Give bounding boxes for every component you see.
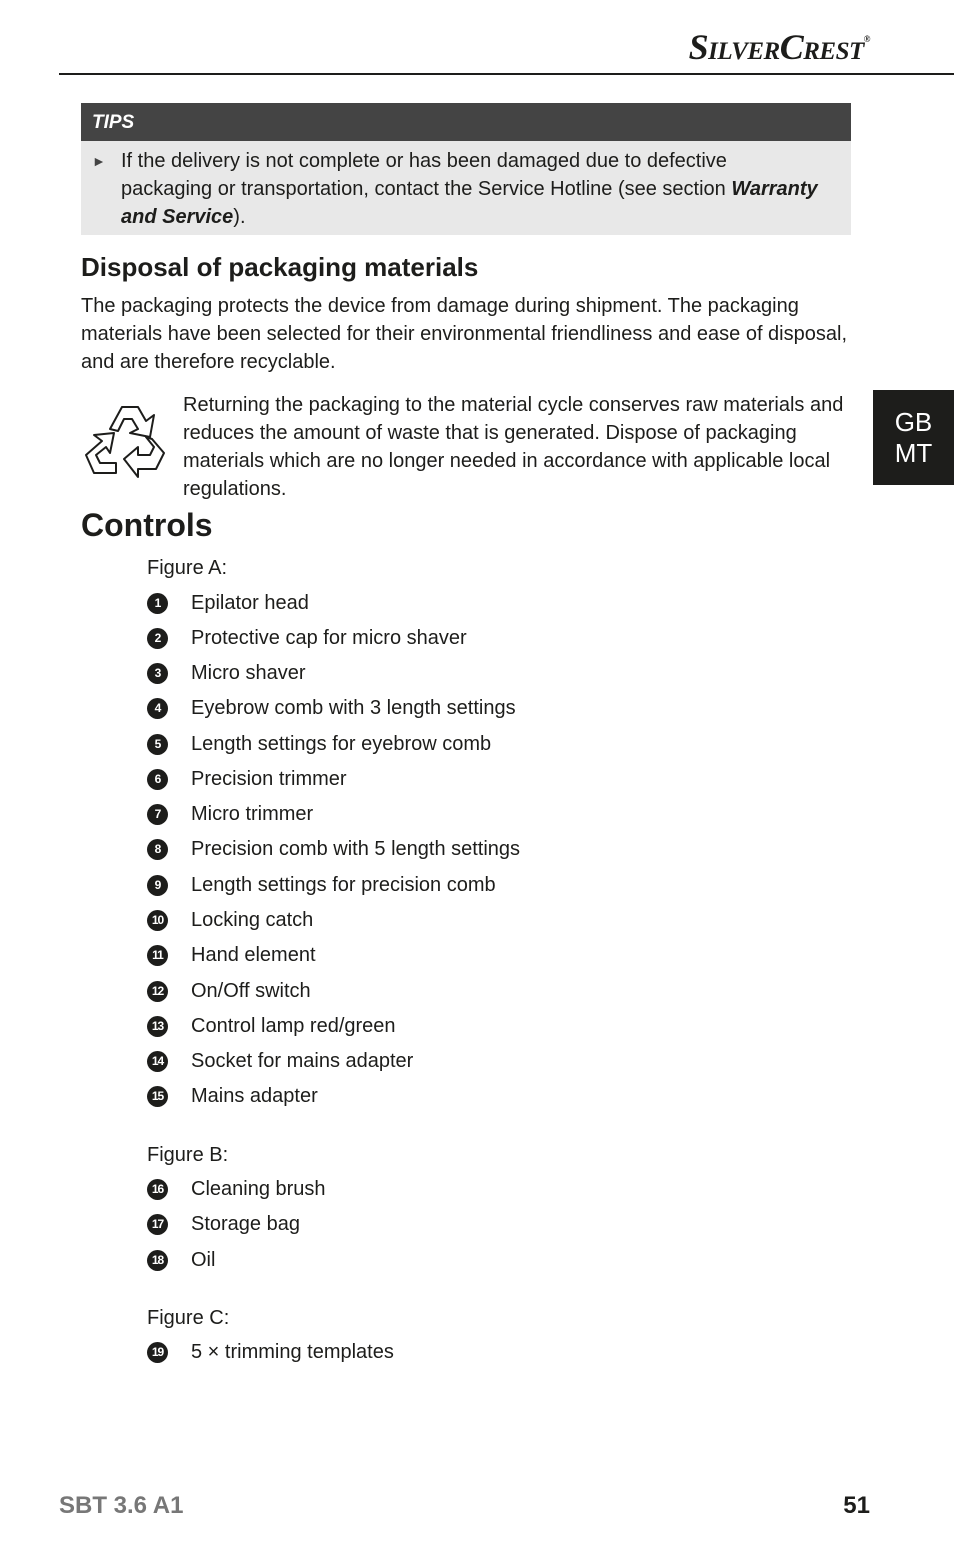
- item-label: Micro shaver: [191, 662, 306, 684]
- item-label: Oil: [191, 1249, 216, 1271]
- item-label: Epilator head: [191, 592, 309, 614]
- item-number-badge: 9: [147, 875, 168, 896]
- figure-b-label: Figure B:: [147, 1144, 229, 1166]
- brand-logo: [689, 26, 870, 68]
- page-number: 51: [843, 1492, 870, 1519]
- item-label: Cleaning brush: [191, 1178, 326, 1200]
- item-label: Storage bag: [191, 1213, 300, 1235]
- brand-silver: Silver: [688, 27, 780, 67]
- list-item: [147, 906, 314, 934]
- item-label: Precision comb with 5 length settings: [191, 838, 521, 860]
- item-number-badge: 14: [147, 1051, 168, 1072]
- item-number-badge: 1: [147, 593, 168, 614]
- item-label: Control lamp red/green: [191, 1015, 396, 1037]
- list-item: [147, 871, 496, 899]
- item-number-badge: 4: [147, 698, 168, 719]
- item-number-badge: 10: [147, 910, 168, 931]
- brand-crest: Crest: [779, 27, 864, 67]
- item-number-badge: 2: [147, 628, 168, 649]
- tips-box: [81, 103, 851, 235]
- figure-c-label: Figure C:: [147, 1307, 230, 1329]
- item-label: Locking catch: [191, 909, 314, 931]
- item-label: On/Off switch: [191, 980, 311, 1002]
- item-number-badge: 18: [147, 1250, 168, 1271]
- tips-body: [81, 141, 851, 235]
- controls-heading: Controls: [81, 507, 213, 543]
- tips-bold-reference: Warranty and Service: [121, 178, 818, 228]
- list-item: [147, 1210, 300, 1238]
- footer-model: SBT 3.6 A1: [59, 1492, 184, 1519]
- list-item: [147, 977, 311, 1005]
- list-item: [147, 1338, 394, 1366]
- list-item: [147, 694, 516, 722]
- list-item: [147, 1012, 396, 1040]
- figure-a-label: Figure A:: [147, 557, 228, 579]
- item-number-badge: 19: [147, 1342, 168, 1363]
- list-item: [147, 624, 467, 652]
- item-label: Hand element: [191, 944, 316, 966]
- item-number-badge: 3: [147, 663, 168, 684]
- disposal-heading: Disposal of packaging materials: [81, 252, 479, 282]
- item-number-badge: 16: [147, 1179, 168, 1200]
- item-number-badge: 12: [147, 981, 168, 1002]
- item-number-badge: 5: [147, 734, 168, 755]
- item-number-badge: 17: [147, 1214, 168, 1235]
- disposal-paragraph: The packaging protects the device from damage during shipment. The packaging materials have been selected for their environmental friendliness and ease of disposal, and are therefore recyclable.: [81, 295, 847, 373]
- recycling-icon: [80, 393, 172, 481]
- list-item: [147, 941, 316, 969]
- item-label: Eyebrow comb with 3 length settings: [191, 697, 516, 719]
- list-item: [147, 800, 314, 828]
- tips-title: TIPS: [81, 103, 851, 141]
- item-number-badge: 6: [147, 769, 168, 790]
- list-item: [147, 659, 306, 687]
- language-tab: [873, 390, 954, 485]
- item-label: Mains adapter: [191, 1085, 318, 1107]
- list-item: [147, 1047, 414, 1075]
- item-label: Protective cap for micro shaver: [191, 627, 467, 649]
- list-item: [147, 835, 521, 863]
- item-label: Socket for mains adapter: [191, 1050, 414, 1072]
- item-number-badge: 11: [147, 945, 168, 966]
- list-item: [147, 1246, 216, 1274]
- item-label: Length settings for precision comb: [191, 874, 496, 896]
- tips-text-end: ).: [233, 206, 246, 228]
- item-number-badge: 8: [147, 839, 168, 860]
- language-gb: GB: [894, 407, 933, 437]
- language-mt: MT: [894, 438, 933, 468]
- header-rule: [59, 73, 954, 75]
- item-number-badge: 15: [147, 1086, 168, 1107]
- item-number-badge: 7: [147, 804, 168, 825]
- list-item: [147, 1175, 326, 1203]
- list-item: [147, 589, 309, 617]
- list-item: [147, 730, 492, 758]
- item-label: Micro trimmer: [191, 803, 314, 825]
- item-label: 5 × trimming templates: [191, 1341, 394, 1363]
- registered-mark: ®: [863, 34, 870, 44]
- item-label: Precision trimmer: [191, 768, 347, 790]
- item-number-badge: 13: [147, 1016, 168, 1037]
- list-item: [147, 1082, 318, 1110]
- item-label: Length settings for eyebrow comb: [191, 733, 492, 755]
- recycle-paragraph: Returning the packaging to the material cycle conserves raw materials and reduces the amount of waste that is generated. Dispose of packaging materials which are no longer needed in accordance with applicable local regulations.: [183, 394, 844, 500]
- bullet-arrow-icon: ►: [92, 153, 106, 169]
- tips-text: If the delivery is not complete or has been damaged due to defective packaging or transportation, contact the Service Hotline (see section: [121, 150, 732, 200]
- list-item: [147, 765, 347, 793]
